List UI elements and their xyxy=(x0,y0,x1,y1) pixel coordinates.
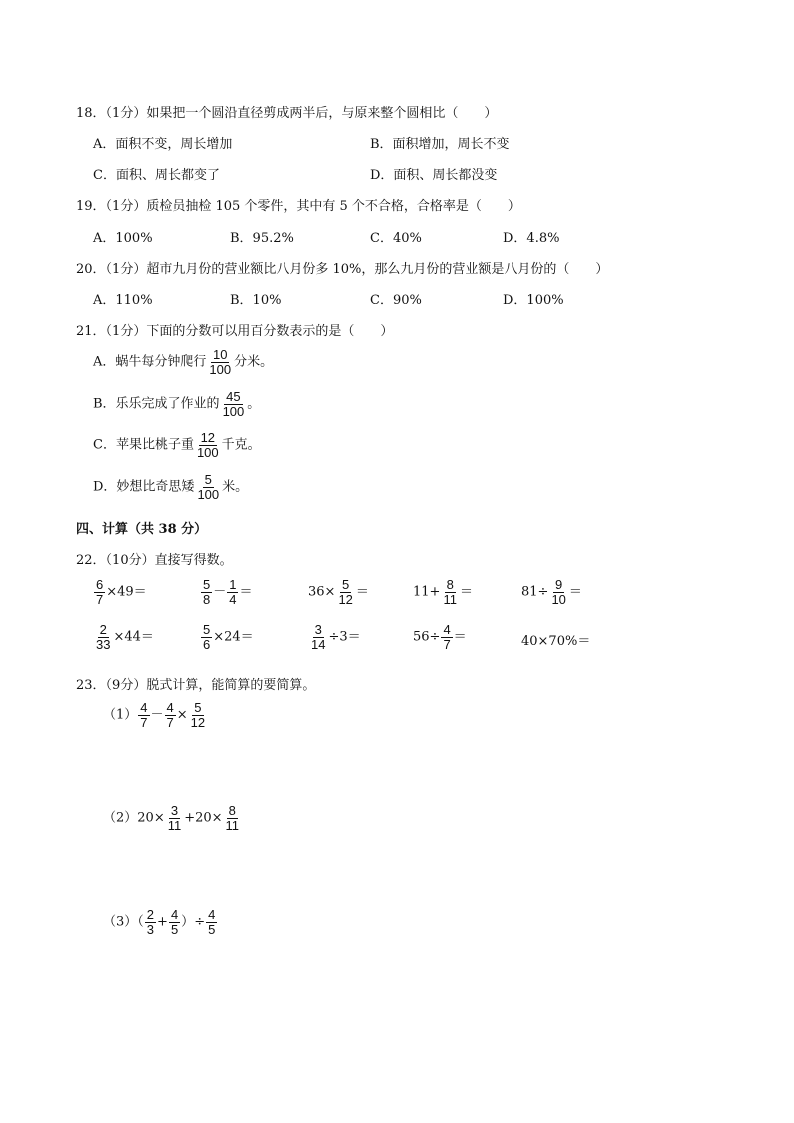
fraction: $\frac{10}{100}$ xyxy=(209,347,232,377)
q22-expr-3: 36× $\frac{5}{12}$ ＝ xyxy=(308,577,369,607)
q22-expr-9: 56÷ $\frac{4}{7}$ ＝ xyxy=(413,622,467,652)
fraction: $\frac{2}{3}$ xyxy=(146,907,155,937)
q22-stem: 22．（10分）直接写得数。 xyxy=(76,553,233,568)
q18-option-b[interactable]: B．面积增加，周长不变 xyxy=(370,137,510,152)
option-text: B．乐乐完成了作业的 xyxy=(93,396,220,412)
q19-option-c[interactable]: C．40% xyxy=(370,231,422,246)
q18-option-a[interactable]: A．面积不变，周长增加 xyxy=(93,137,233,152)
fraction: $\frac{5}{100}$ xyxy=(197,472,220,502)
q20-option-c[interactable]: C．90% xyxy=(370,293,422,308)
fraction: $\frac{5}{12}$ xyxy=(190,700,206,730)
fraction: $\frac{5}{8}$ xyxy=(203,577,211,607)
q19-option-d[interactable]: D．4.8% xyxy=(503,231,560,246)
part-label: （2） xyxy=(103,810,138,826)
q18-option-c[interactable]: C．面积、周长都变了 xyxy=(93,168,220,183)
fraction: $\frac{3}{14}$ xyxy=(311,622,326,652)
option-text: A．蜗牛每分钟爬行 xyxy=(93,354,207,370)
fraction: $\frac{4}{7}$ xyxy=(443,622,451,652)
q22-expr-6: $\frac{2}{33}$ ×44＝ xyxy=(96,622,154,652)
q20-option-d[interactable]: D．100% xyxy=(503,293,564,308)
q23-part-1: （1） $\frac{4}{7}$ － $\frac{4}{7}$ × $\frac{5}{12}$ xyxy=(103,700,206,730)
q19-option-a[interactable]: A．100% xyxy=(93,231,153,246)
q19-stem: 19．（1分）质检员抽检 105 个零件，其中有 5 个不合格，合格率是（ ） xyxy=(76,199,521,214)
fraction: $\frac{3}{11}$ xyxy=(167,803,182,833)
q23-part-2: （2）20× $\frac{3}{11}$ +20× $\frac{8}{11}$ xyxy=(103,803,240,833)
q21-option-d[interactable] xyxy=(93,473,248,501)
fraction: $\frac{8}{11}$ xyxy=(443,577,457,607)
fraction: $\frac{4}{7}$ xyxy=(166,700,174,730)
fraction: $\frac{8}{11}$ xyxy=(225,803,240,833)
q21-stem: 21．（1分）下面的分数可以用百分数表示的是（ ） xyxy=(76,324,394,339)
q22-expr-1: $\frac{6}{7}$ ×49＝ xyxy=(96,577,147,607)
q22-expr-2: $\frac{5}{8}$ － $\frac{1}{4}$ ＝ xyxy=(203,577,253,607)
q19-option-b[interactable]: B．95.2% xyxy=(230,231,294,246)
fraction: $\frac{9}{10}$ xyxy=(551,577,566,607)
option-text: D．妙想比奇思矮 xyxy=(93,479,195,495)
fraction: $\frac{6}{7}$ xyxy=(96,577,104,607)
fraction: $\frac{1}{4}$ xyxy=(229,577,237,607)
q21-option-c[interactable] xyxy=(93,431,261,459)
q20-option-b[interactable]: B．10% xyxy=(230,293,282,308)
fraction: $\frac{5}{12}$ xyxy=(338,577,353,607)
q18-stem: 18．（1分）如果把一个圆沿直径剪成两半后，与原来整个圆相比（ ） xyxy=(76,106,498,121)
q20-option-a[interactable]: A．110% xyxy=(93,293,153,308)
fraction: $\frac{4}{5}$ xyxy=(208,907,216,937)
q22-expr-7: $\frac{5}{6}$ ×24＝ xyxy=(203,622,254,652)
option-text: 分米。 xyxy=(234,354,274,370)
fraction: $\frac{4}{5}$ xyxy=(170,907,179,937)
section-heading: 四、计算（共 38 分） xyxy=(76,522,208,537)
fraction: $\frac{2}{33}$ xyxy=(96,622,111,652)
q22-expr-8: $\frac{3}{14}$ ÷3＝ xyxy=(311,622,361,652)
fraction: $\frac{5}{6}$ xyxy=(203,622,211,652)
option-text: 米。 xyxy=(222,479,249,495)
option-text: 。 xyxy=(247,396,261,412)
q22-expr-5: 81÷ $\frac{9}{10}$ ＝ xyxy=(521,577,582,607)
q23-part-3: （3）（ $\frac{2}{3}$ + $\frac{4}{5}$ ）÷ $\frac{4}{5}$ xyxy=(103,907,216,937)
q18-option-d[interactable]: D．面积、周长都没变 xyxy=(370,168,498,183)
fraction: $\frac{4}{7}$ xyxy=(140,700,148,730)
fraction: $\frac{12}{100}$ xyxy=(196,430,219,460)
option-text: C．苹果比桃子重 xyxy=(93,437,194,453)
q23-stem: 23．（9分）脱式计算，能简算的要简算。 xyxy=(76,678,316,693)
part-label: （3） xyxy=(103,914,138,930)
part-label: （1） xyxy=(103,707,138,723)
q22-expr-4: 11+ $\frac{8}{11}$ ＝ xyxy=(413,577,473,607)
option-text: 千克。 xyxy=(221,437,261,453)
fraction: $\frac{45}{100}$ xyxy=(222,389,245,419)
q21-option-a[interactable] xyxy=(93,348,273,376)
q20-stem: 20．（1分）超市九月份的营业额比八月份多 10%，那么九月份的营业额是八月份的（ ） xyxy=(76,262,609,277)
q22-expr-10: 40×70%＝ xyxy=(521,634,591,649)
q21-option-b[interactable] xyxy=(93,390,260,418)
